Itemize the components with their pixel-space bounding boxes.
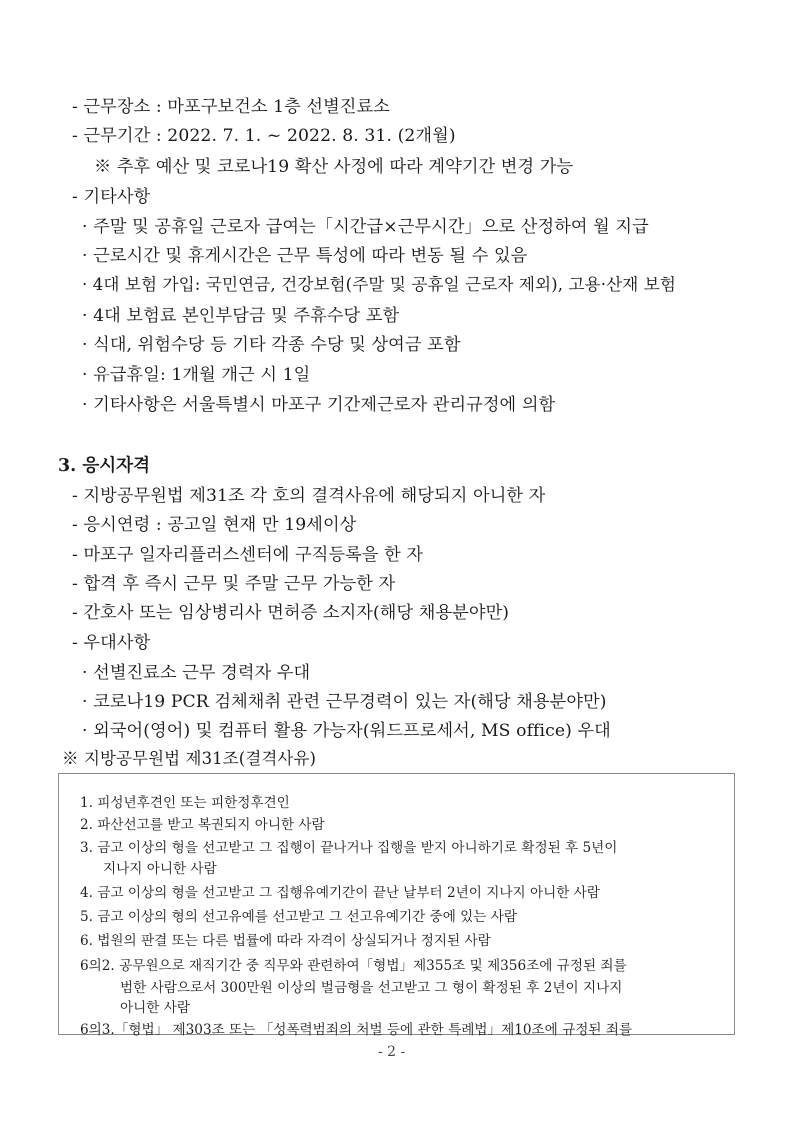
law-note: ※ 지방공무원법 제31조(결격사유): [62, 749, 317, 768]
etc-item: · 주말 및 공휴일 근로자 급여는「시간급×근무시간」으로 산정하여 월 지급: [82, 217, 649, 237]
preference-item: · 외국어(영어) 및 컴퓨터 활용 가능자(워드프로세서, MS office) 우대: [82, 721, 611, 741]
preference-item: · 코로나19 PCR 검체채취 관련 근무경력이 있는 자(해당 채용분야만): [82, 692, 607, 712]
disqualification-item: 4. 금고 이상의 형을 선고받고 그 집행유예기간이 끝난 날부터 2년이 지나지 아니한 사람: [80, 885, 600, 901]
disqualification-item: 1. 피성년후견인 또는 피한정후견인: [80, 795, 290, 811]
etc-item: · 4대 보험 가입: 국민연금, 건강보험(주말 및 공휴일 근로자 제외), 고용·산재 보험: [82, 275, 677, 294]
qualification-item: - 합격 후 즉시 근무 및 주말 근무 가능한 자: [72, 574, 396, 594]
etc-header: - 기타사항: [72, 187, 151, 207]
work-period-note: ※ 추후 예산 및 코로나19 확산 사정에 따라 계약기간 변경 가능: [94, 157, 574, 177]
disqualification-item: 6의3.「형법」 제303조 또는 「성폭력범죄의 처벌 등에 관한 특례법」제10조에 규정된 죄를: [80, 1022, 633, 1038]
preference-item: · 선별진료소 근무 경력자 우대: [82, 663, 311, 683]
etc-item: · 근로시간 및 휴게시간은 근무 특성에 따라 변동 될 수 있음: [82, 246, 528, 266]
disqualification-item: 3. 금고 이상의 형을 선고받고 그 집행이 끝나거나 집행을 받지 아니하기로 확정된 후 5년이: [80, 840, 618, 856]
qualification-item: - 우대사항: [72, 633, 151, 653]
etc-item: · 유급휴일: 1개월 개근 시 1일: [82, 365, 311, 385]
etc-item: · 식대, 위험수당 등 기타 각종 수당 및 상여금 포함: [82, 335, 461, 355]
disqualification-item: 아니한 사람: [120, 1000, 190, 1016]
etc-item: · 4대 보험료 본인부담금 및 주휴수당 포함: [82, 306, 400, 326]
qualification-item: - 지방공무원법 제31조 각 호의 결격사유에 해당되지 아니한 자: [72, 486, 546, 506]
disqualification-item: 범한 사람으로서 300만원 이상의 벌금형을 선고받고 그 형이 확정된 후 2년이 지나지: [120, 980, 623, 996]
work-place: - 근무장소 : 마포구보건소 1층 선별진료소: [72, 97, 390, 117]
section-title: 3. 응시자격: [58, 456, 150, 476]
qualification-item: - 응시연령 : 공고일 현재 만 19세이상: [72, 515, 357, 535]
disqualification-item: 6. 법원의 판결 또는 다른 법률에 따라 자격이 상실되거나 정지된 사람: [80, 933, 491, 949]
work-period: - 근무기간 : 2022. 7. 1. ~ 2022. 8. 31. (2개월): [72, 126, 456, 146]
qualification-item: - 마포구 일자리플러스센터에 구직등록을 한 자: [72, 545, 424, 565]
page-number: - 2 -: [378, 1044, 406, 1060]
disqualification-item: 6의2. 공무원으로 재직기간 중 직무와 관련하여「형법」제355조 및 제356조에 규정된 죄를: [80, 958, 627, 974]
qualification-item: - 간호사 또는 임상병리사 면허증 소지자(해당 채용분야만): [72, 603, 510, 623]
etc-item: · 기타사항은 서울특별시 마포구 기간제근로자 관리규정에 의함: [82, 395, 556, 415]
disqualification-item: 2. 파산선고를 받고 복권되지 아니한 사람: [80, 817, 325, 833]
disqualification-item: 지나지 아니한 사람: [103, 861, 217, 877]
disqualification-item: 5. 금고 이상의 형의 선고유예를 선고받고 그 선고유예기간 중에 있는 사람: [80, 909, 517, 925]
